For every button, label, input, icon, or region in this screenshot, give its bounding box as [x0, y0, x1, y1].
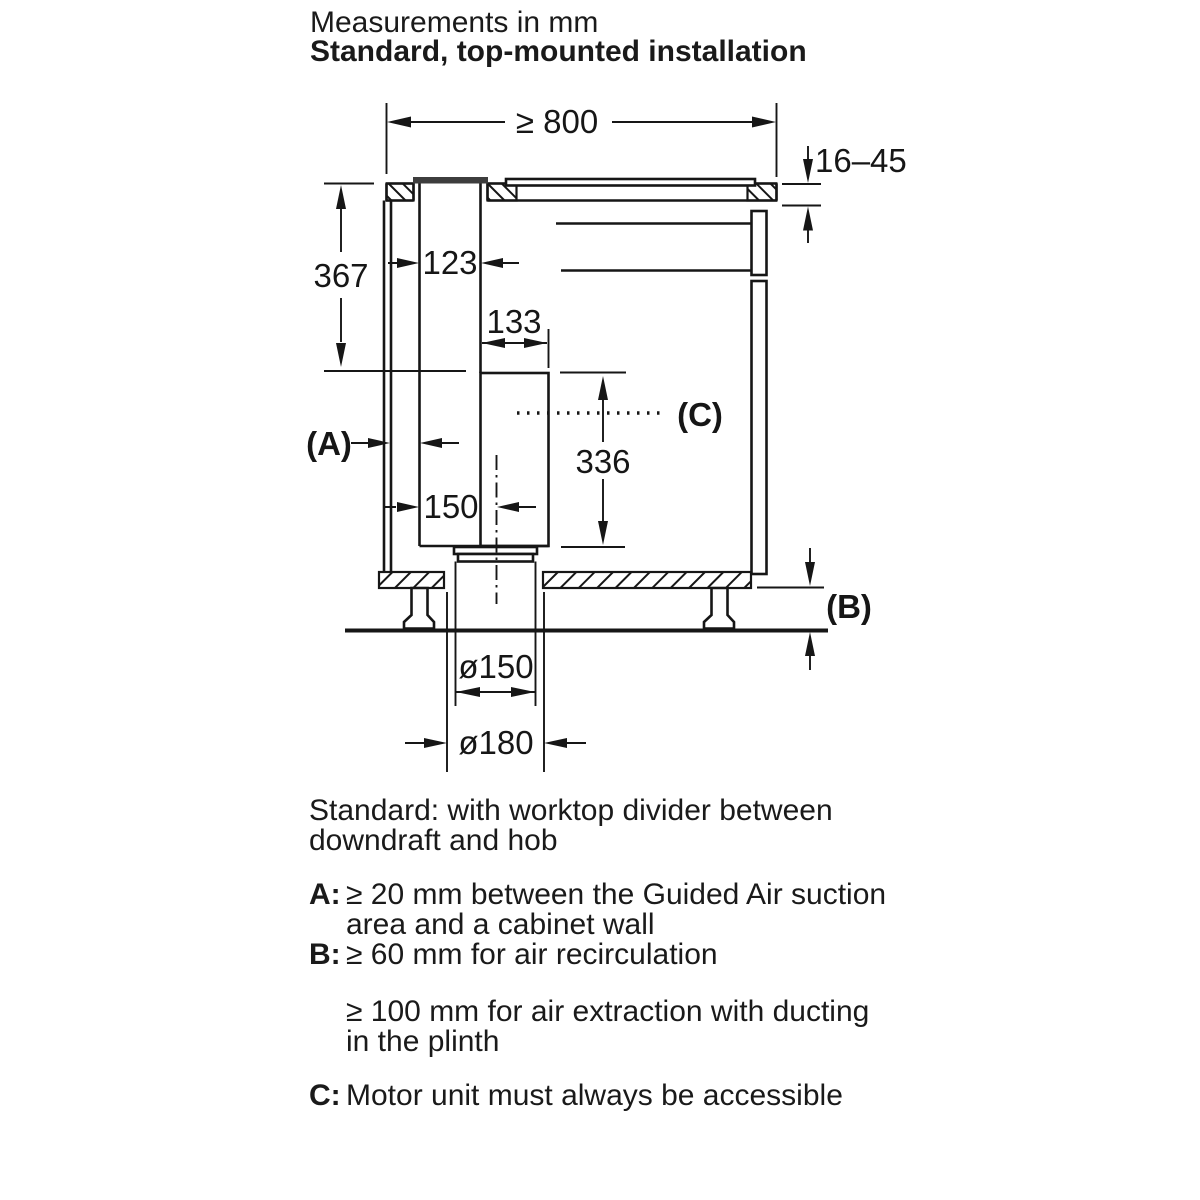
dim-motor-height-label: 336 [575, 443, 631, 480]
note-a-label: A: [309, 878, 341, 911]
note-c [309, 1081, 949, 1111]
dim-duct-180-label: ø180 [458, 724, 534, 761]
note-b [309, 940, 949, 970]
note-a [309, 880, 949, 940]
note-a-line1: ≥ 20 mm between the Guided Air suction [346, 878, 887, 911]
note-extraction-line1: ≥ 100 mm for air extraction with ducting [346, 995, 870, 1028]
dim-width-800 [387, 103, 777, 177]
note-c-label: C: [309, 1079, 341, 1112]
label-a-clearance [306, 425, 459, 462]
dim-motor-depth-label: 133 [486, 303, 542, 340]
label-b-plinth [757, 548, 872, 670]
dim-downdraft-depth [388, 244, 519, 281]
dim-worktop-thickness-label: 16–45 [815, 142, 907, 179]
note-b-line1: ≥ 60 mm for air recirculation [346, 938, 718, 971]
dim-worktop-thickness [782, 142, 907, 243]
label-a: (A) [306, 425, 352, 462]
dim-duct-offset-label: 150 [423, 488, 479, 525]
right-foot [704, 588, 734, 629]
left-foot [404, 588, 434, 629]
dim-downdraft-depth-label: 123 [422, 244, 478, 281]
caption [309, 796, 949, 856]
notes-list [309, 880, 949, 1111]
title-installation-type: Standard, top-mounted installation [310, 35, 807, 68]
note-extraction-line2: in the plinth [346, 1025, 500, 1058]
dim-duct-150 [456, 648, 535, 697]
title-measurements: Measurements in mm [310, 6, 599, 39]
dim-width-800-label: ≥ 800 [515, 103, 599, 140]
caption-line1: Standard: with worktop divider between [309, 794, 833, 827]
note-c-line1: Motor unit must always be accessible [346, 1079, 843, 1112]
dim-downdraft-height-label: 367 [313, 257, 369, 294]
dim-motor-depth [482, 303, 549, 368]
dim-motor-height [560, 373, 631, 548]
label-c: (C) [677, 396, 723, 433]
note-a-line2: area and a cabinet wall [346, 908, 655, 941]
label-b: (B) [826, 588, 872, 625]
caption-line2: downdraft and hob [309, 824, 558, 857]
dim-duct-180 [405, 724, 586, 761]
dim-duct-150-label: ø150 [458, 648, 534, 685]
note-b-label: B: [309, 938, 341, 971]
note-extraction [309, 997, 949, 1057]
motor-unit [420, 373, 549, 562]
